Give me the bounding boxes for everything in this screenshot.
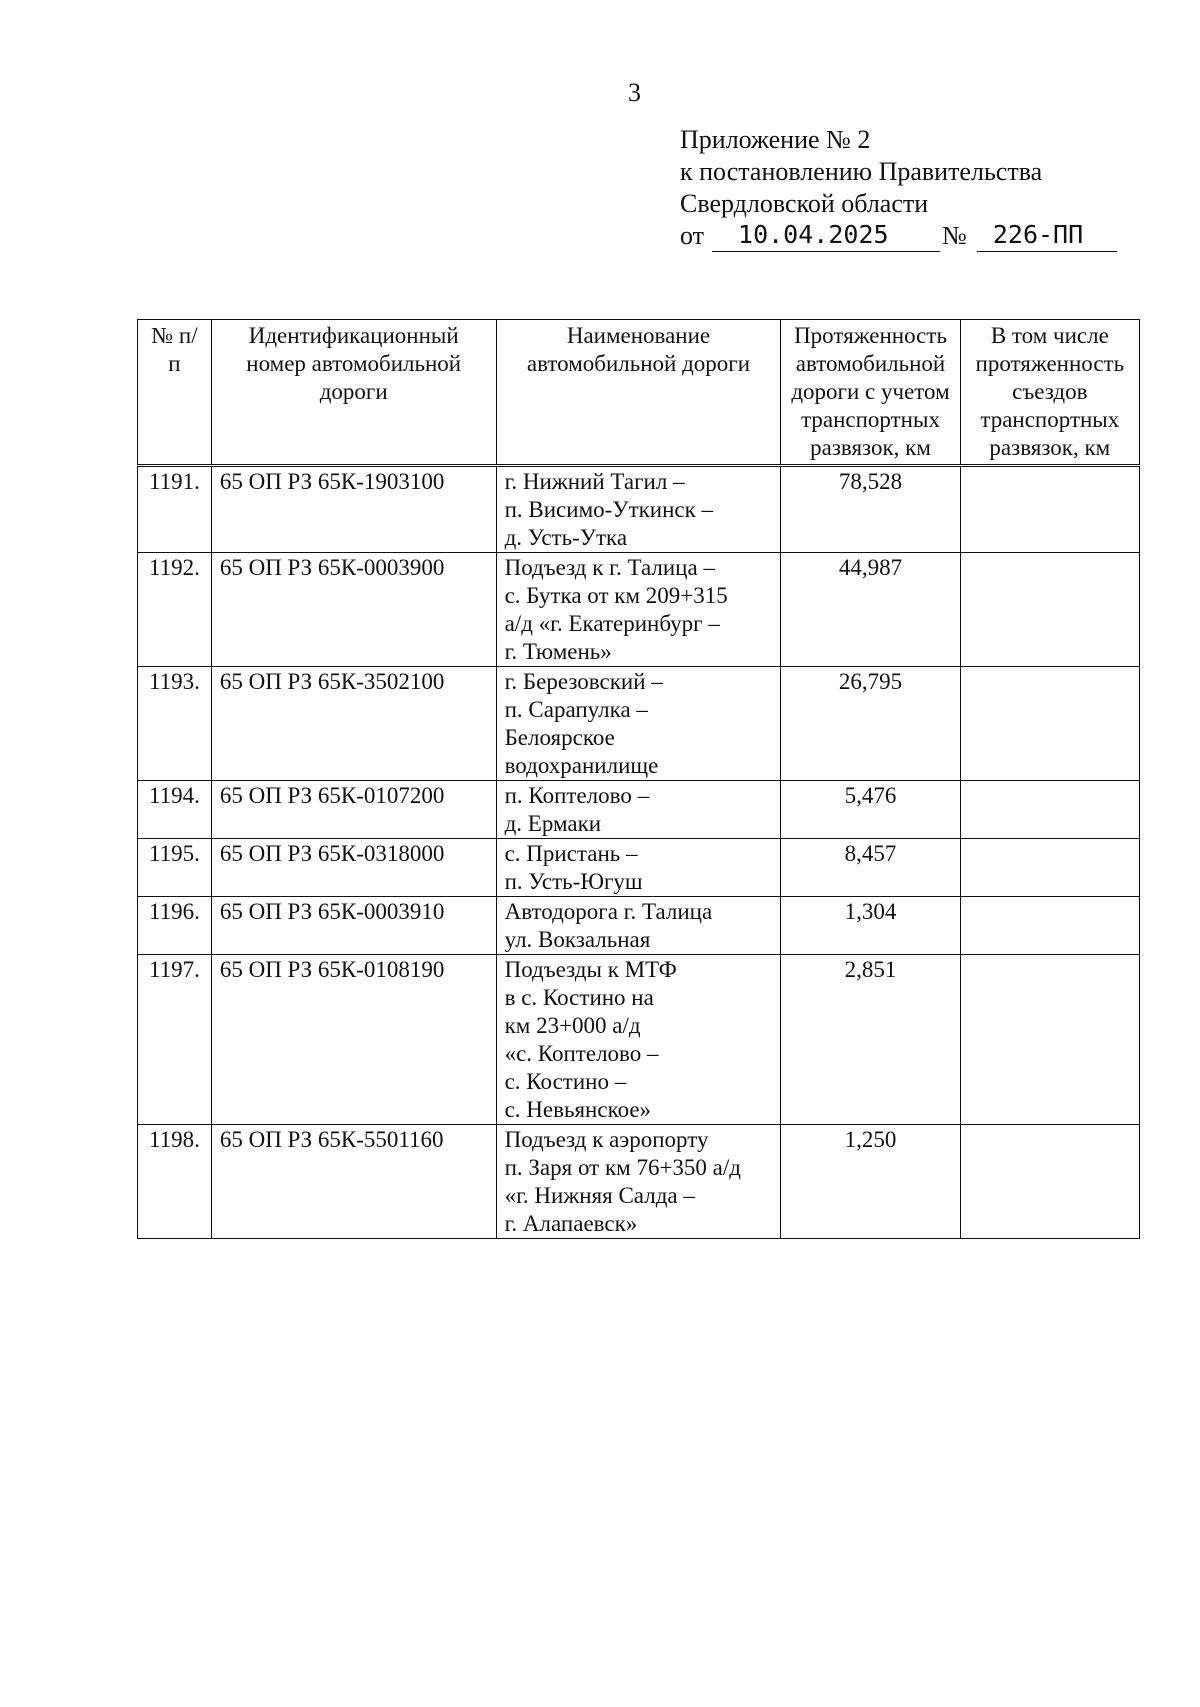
road-name-cell: г. Нижний Тагил – п. Висимо-Уткинск – д. Усть-Утка <box>496 466 781 553</box>
road-length-cell: 2,851 <box>781 955 960 1125</box>
interchange-length-cell <box>960 667 1139 781</box>
road-length-cell: 44,987 <box>781 553 960 667</box>
road-name-cell: г. Березовский – п. Сарапулка – Белоярское водохранилище <box>496 667 781 781</box>
road-length-cell: 78,528 <box>781 466 960 553</box>
row-number-cell: 1196. <box>138 897 212 955</box>
table-row <box>138 1125 1140 1239</box>
header-id: Идентификационный номер автомобильной дороги <box>211 320 496 466</box>
interchange-length-cell <box>960 955 1139 1125</box>
from-label: от <box>680 221 705 250</box>
appendix-title: Приложение № 2 <box>680 125 871 154</box>
road-length-cell: 8,457 <box>781 839 960 897</box>
interchange-length-cell <box>960 1125 1139 1239</box>
appendix-date-number-line <box>680 220 1117 252</box>
header-no: № п/п <box>138 320 212 466</box>
row-number-cell: 1192. <box>138 553 212 667</box>
row-number-cell: 1191. <box>138 466 212 553</box>
row-number-cell: 1193. <box>138 667 212 781</box>
row-number-cell: 1195. <box>138 839 212 897</box>
road-id-cell: 65 ОП РЗ 65К-0108190 <box>211 955 496 1125</box>
road-id-cell: 65 ОП РЗ 65К-0318000 <box>211 839 496 897</box>
table-row <box>138 781 1140 839</box>
table-row <box>138 553 1140 667</box>
road-name-cell: с. Пристань – п. Усть-Югуш <box>496 839 781 897</box>
interchange-length-cell <box>960 553 1139 667</box>
road-length-cell: 1,250 <box>781 1125 960 1239</box>
road-name-cell: Автодорога г. Талица ул. Вокзальная <box>496 897 781 955</box>
road-id-cell: 65 ОП РЗ 65К-0003910 <box>211 897 496 955</box>
road-length-cell: 1,304 <box>781 897 960 955</box>
road-length-cell: 5,476 <box>781 781 960 839</box>
road-name-cell: Подъезд к г. Талица – с. Бутка от км 209+315 а/д «г. Екатеринбург – г. Тюмень» <box>496 553 781 667</box>
road-id-cell: 65 ОП РЗ 65К-3502100 <box>211 667 496 781</box>
header-interchange: В том числе протяженность съездов транспортных развязок, км <box>960 320 1139 466</box>
road-name-cell: Подъезд к аэропорту п. Заря от км 76+350 а/д «г. Нижняя Салда – г. Алапаевск» <box>496 1125 781 1239</box>
table-row <box>138 466 1140 553</box>
header-length: Протяженность автомобильной дороги с учетом транспортных развязок, км <box>781 320 960 466</box>
interchange-length-cell <box>960 466 1139 553</box>
table-body <box>138 466 1140 1239</box>
row-number-cell: 1198. <box>138 1125 212 1239</box>
road-id-cell: 65 ОП РЗ 65К-5501160 <box>211 1125 496 1239</box>
road-length-cell: 26,795 <box>781 667 960 781</box>
interchange-length-cell <box>960 781 1139 839</box>
table-row <box>138 955 1140 1125</box>
decree-number: 226-ПП <box>977 222 1117 252</box>
interchange-length-cell <box>960 839 1139 897</box>
road-id-cell: 65 ОП РЗ 65К-0003900 <box>211 553 496 667</box>
table-row <box>138 839 1140 897</box>
road-id-cell: 65 ОП РЗ 65К-0107200 <box>211 781 496 839</box>
road-name-cell: п. Коптелово – д. Ермаки <box>496 781 781 839</box>
table-header-row <box>138 320 1140 466</box>
appendix-header <box>680 124 1117 252</box>
row-number-cell: 1194. <box>138 781 212 839</box>
row-number-cell: 1197. <box>138 955 212 1125</box>
interchange-length-cell <box>960 897 1139 955</box>
roads-table <box>137 319 1140 1239</box>
page-number: 3 <box>628 78 641 107</box>
decree-date: 10.04.2025 <box>712 222 940 252</box>
table-row <box>138 897 1140 955</box>
number-label: № <box>942 221 967 250</box>
road-name-cell: Подъезды к МТФ в с. Костино на км 23+000 а/д «с. Коптелово – с. Костино – с. Невьянское» <box>496 955 781 1125</box>
table-row <box>138 667 1140 781</box>
appendix-region-line: Свердловской области <box>680 189 929 218</box>
header-name: Наименование автомобильной дороги <box>496 320 781 466</box>
road-id-cell: 65 ОП РЗ 65К-1903100 <box>211 466 496 553</box>
appendix-decree-line: к постановлению Правительства <box>680 157 1043 186</box>
